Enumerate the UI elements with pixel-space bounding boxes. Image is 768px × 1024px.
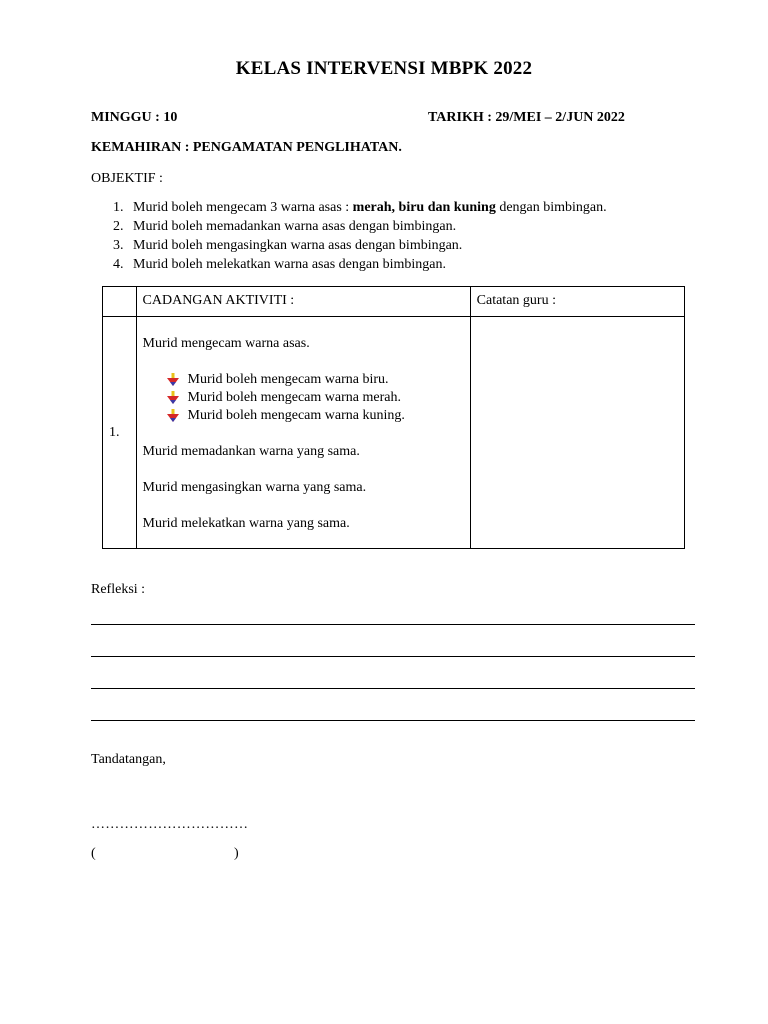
header-notes-cell: [470, 287, 684, 317]
header-number-cell: [103, 287, 137, 317]
objective-heading: OBJEKTIF :: [91, 171, 163, 186]
teacher-notes-cell: [470, 317, 684, 549]
objective-text: Murid boleh memadankan warna asas dengan bimbingan.: [133, 219, 457, 234]
objective-number: 3.: [113, 238, 124, 253]
objective-text-end: dengan bimbingan.: [495, 200, 607, 215]
table-row: [103, 317, 685, 549]
objective-number: 1.: [113, 200, 124, 215]
skill-label: KEMAHIRAN : PENGAMATAN PENGLIHATAN.: [91, 140, 402, 155]
reflection-writing-line: [91, 720, 695, 721]
activity-sticking: Murid melekatkan warna yang sama.: [142, 516, 350, 531]
objective-text: Murid boleh melekatkan warna asas dengan bimbingan.: [133, 257, 446, 272]
signature-label: Tandatangan,: [91, 752, 166, 767]
objective-number: 4.: [113, 257, 124, 272]
bullet-text: Murid boleh mengecam warna biru.: [187, 372, 389, 387]
reflection-label: Refleksi :: [91, 582, 146, 597]
objective-item: [92, 236, 607, 255]
objective-item: [92, 198, 607, 217]
list-item: [167, 389, 470, 407]
reflection-writing-line: [91, 688, 695, 689]
header-notes-label: Catatan guru :: [476, 293, 556, 308]
activity-table: [102, 286, 685, 549]
activity-table-header-row: [103, 287, 685, 317]
activity-sorting: Murid mengasingkan warna yang sama.: [142, 480, 367, 495]
header-activity-label: CADANGAN AKTIVITI :: [142, 293, 295, 308]
activity-cell: [136, 317, 470, 549]
reflection-writing-line: [91, 656, 695, 657]
bullet-text: Murid boleh mengecam warna merah.: [187, 390, 401, 405]
down-arrow-bullet-icon: [167, 409, 179, 423]
objective-list: [92, 198, 607, 274]
objective-item: [92, 255, 607, 274]
objective-text: Murid boleh mengasingkan warna asas dengan bimbingan.: [133, 238, 463, 253]
row-number: 1.: [109, 424, 120, 440]
activity-bullet-list: [143, 371, 470, 425]
objective-item: [92, 217, 607, 236]
list-item: [167, 371, 470, 389]
reflection-writing-line: [91, 624, 695, 625]
week-label: MINGGU : 10: [91, 110, 178, 125]
activity-matching: Murid memadankan warna yang sama.: [142, 444, 360, 459]
signature-dotted-line: ……………………………: [91, 817, 249, 832]
activity-intro: Murid mengecam warna asas.: [142, 336, 310, 351]
objective-colors-emphasis: merah, biru dan kuning: [352, 200, 496, 215]
date-label: TARIKH : 29/MEI – 2/JUN 2022: [428, 110, 625, 125]
name-bracket-close: ): [234, 846, 239, 861]
list-item: [167, 407, 470, 425]
down-arrow-bullet-icon: [167, 373, 179, 387]
objective-number: 2.: [113, 219, 124, 234]
row-number-cell: [103, 317, 137, 549]
bullet-text: Murid boleh mengecam warna kuning.: [187, 408, 405, 423]
name-bracket-open: (: [91, 846, 96, 861]
document-title: KELAS INTERVENSI MBPK 2022: [235, 58, 533, 79]
header-activity-cell: [136, 287, 470, 317]
down-arrow-bullet-icon: [167, 391, 179, 405]
objective-text: Murid boleh mengecam 3 warna asas :: [133, 200, 353, 215]
